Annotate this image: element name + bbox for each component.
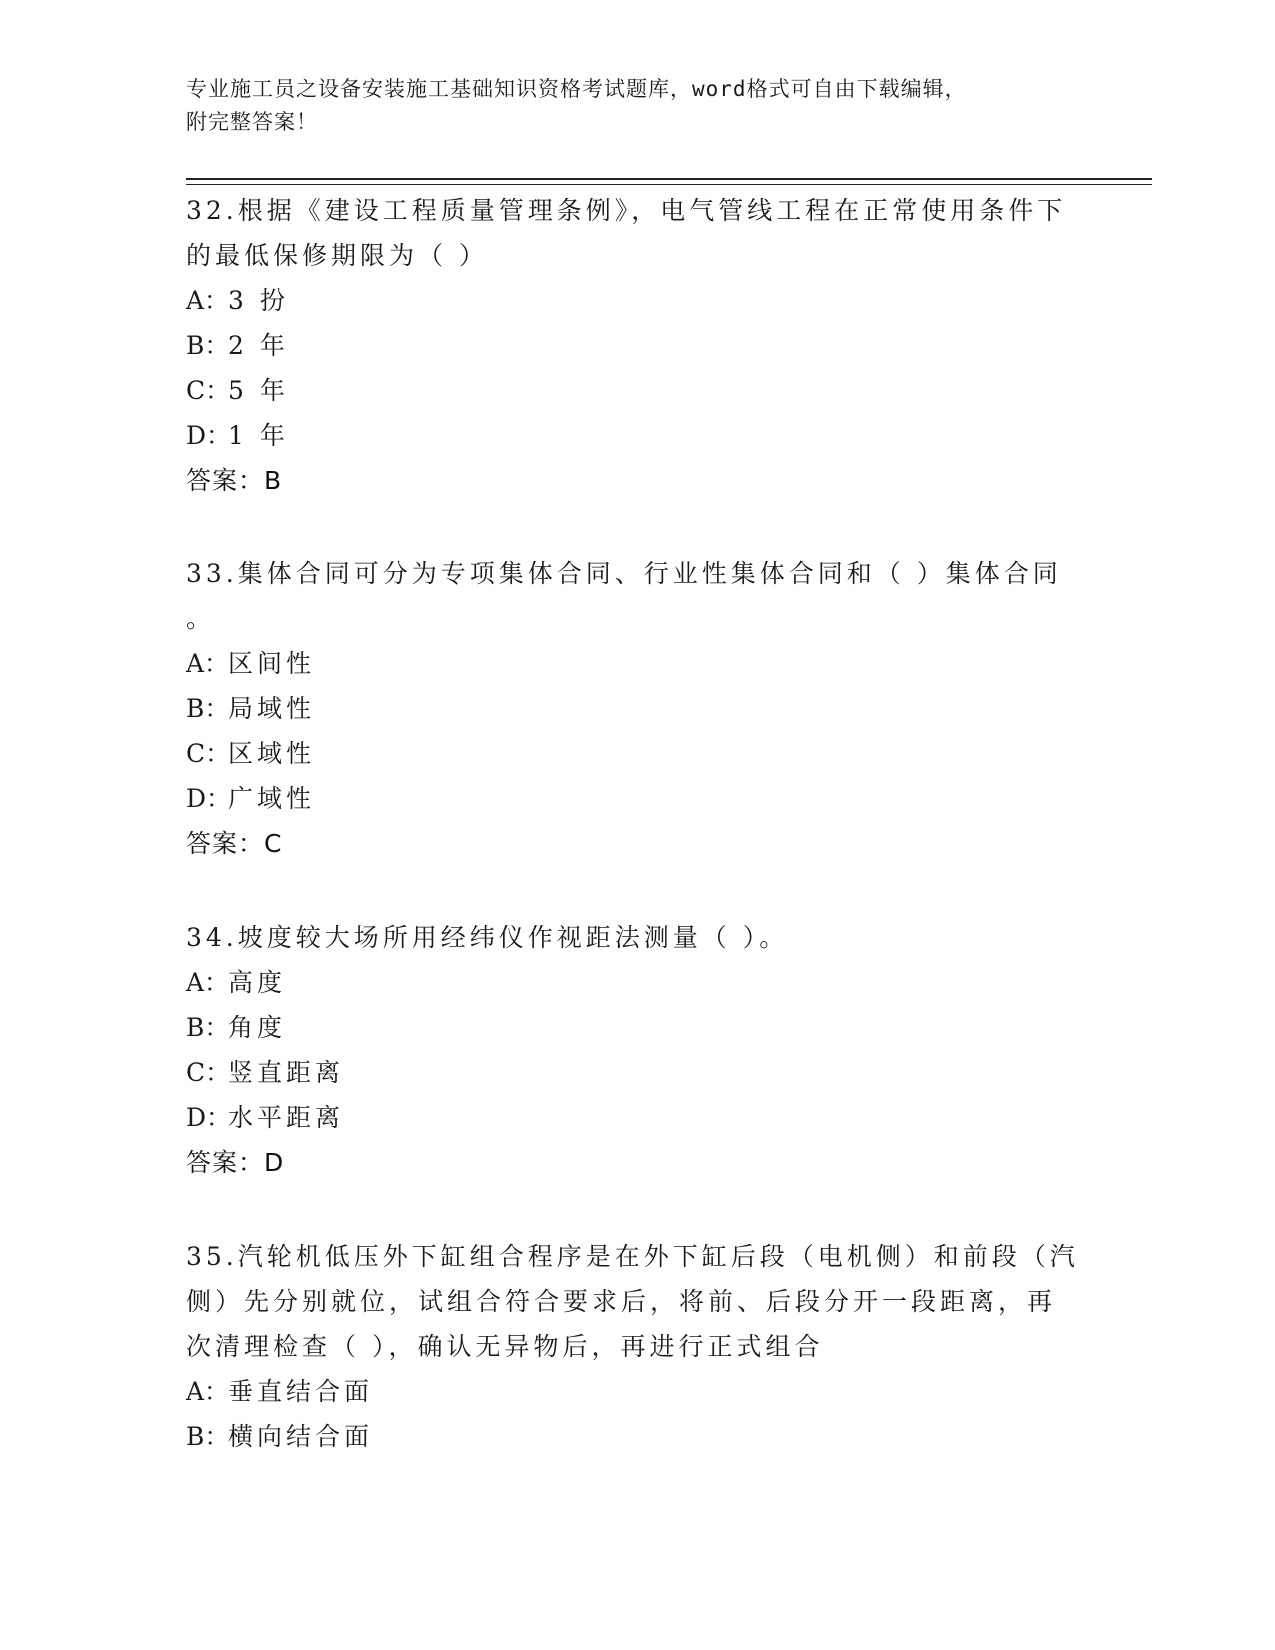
option-c	[186, 1050, 1086, 1095]
document-header	[186, 73, 1086, 139]
option-key: D：	[186, 421, 232, 450]
option-key: C：	[186, 739, 231, 768]
option-key: B：	[186, 1422, 230, 1451]
option-d	[186, 776, 1086, 821]
option-key: A：	[186, 1377, 230, 1406]
option-text: 角度	[228, 1013, 287, 1042]
option-text: 5 年	[228, 376, 289, 405]
question-34	[186, 915, 1086, 1185]
option-key: C：	[186, 1058, 231, 1087]
option-a	[186, 278, 1086, 323]
option-text: 3 扮	[228, 286, 289, 315]
option-key: B：	[186, 1013, 230, 1042]
answer-line: 答案：C	[186, 829, 283, 858]
option-a	[186, 960, 1086, 1005]
option-a	[186, 641, 1086, 686]
option-text: 区间性	[228, 649, 316, 678]
option-text: 垂直结合面	[228, 1377, 374, 1406]
option-text: 横向结合面	[228, 1422, 374, 1451]
option-text: 水平距离	[228, 1103, 345, 1132]
option-text: 区域性	[228, 739, 316, 768]
question-stem-line: 的最低保修期限为（ ）	[186, 241, 488, 270]
question-33	[186, 551, 1086, 866]
option-key: B：	[186, 694, 230, 723]
option-text: 局域性	[228, 694, 316, 723]
question-stem-line: 。	[186, 604, 216, 633]
answer-line: 答案：B	[186, 466, 283, 495]
option-text: 1 年	[228, 421, 289, 450]
question-stem-line: 侧）先分别就位，试组合符合要求后，将前、后段分开一段距离，再	[186, 1287, 1057, 1316]
option-d	[186, 1095, 1086, 1140]
option-key: B：	[186, 331, 230, 360]
answer-line: 答案：D	[186, 1148, 285, 1177]
header-line-2: 附完整答案！	[186, 110, 318, 134]
option-a	[186, 1369, 1086, 1414]
option-key: A：	[186, 286, 230, 315]
option-key: D：	[186, 1103, 232, 1132]
option-key: A：	[186, 649, 230, 678]
option-text: 2 年	[228, 331, 289, 360]
option-c	[186, 368, 1086, 413]
option-key: A：	[186, 968, 230, 997]
option-c	[186, 731, 1086, 776]
option-b	[186, 1005, 1086, 1050]
option-text: 广域性	[228, 784, 316, 813]
option-key: C：	[186, 376, 231, 405]
option-text: 竖直距离	[228, 1058, 345, 1087]
question-stem-line: 32.根据《建设工程质量管理条例》，电气管线工程在正常使用条件下	[186, 196, 1067, 225]
option-d	[186, 413, 1086, 458]
question-stem-line: 次清理检查（ ），确认无异物后，再进行正式组合	[186, 1332, 824, 1361]
option-key: D：	[186, 784, 232, 813]
question-35	[186, 1234, 1086, 1459]
option-b	[186, 1414, 1086, 1459]
question-stem-line: 34.坡度较大场所用经纬仪作视距法测量（ ）。	[186, 923, 789, 952]
option-text: 高度	[228, 968, 287, 997]
option-b	[186, 323, 1086, 368]
option-b	[186, 686, 1086, 731]
header-divider-thin	[186, 184, 1152, 185]
header-divider-thick	[186, 178, 1152, 180]
question-stem-line: 33.集体合同可分为专项集体合同、行业性集体合同和（ ）集体合同	[186, 559, 1062, 588]
question-stem-line: 35.汽轮机低压外下缸组合程序是在外下缸后段（电机侧）和前段（汽	[186, 1242, 1079, 1271]
question-32	[186, 188, 1086, 503]
header-line-1: 专业施工员之设备安装施工基础知识资格考试题库，word格式可自由下载编辑，	[186, 77, 967, 101]
